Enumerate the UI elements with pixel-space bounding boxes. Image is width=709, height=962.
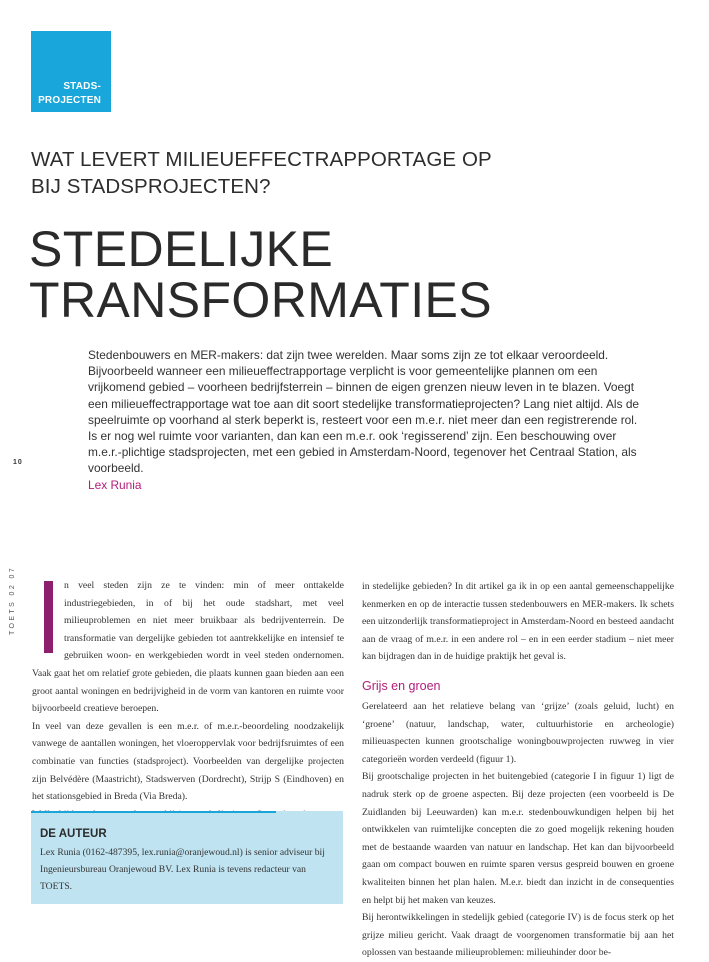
section-tag	[31, 31, 111, 112]
section-tag-line-2: PROJECTEN	[38, 95, 101, 106]
title-line-2: TRANSFORMATIES	[29, 272, 493, 328]
section-subheading: Grijs en groen	[362, 678, 441, 693]
page-number: 10	[13, 459, 23, 466]
kicker-line-2: BIJ STADSPROJECTEN?	[31, 175, 271, 198]
body-column-left	[32, 577, 344, 823]
body-paragraph: In veel van deze gevallen is een m.e.r. of m.e.r.-beoordeling noodzakelijk vanwege de aantallen woningen, het vloeroppervlak voor bedrijfsruimtes of een combinatie van functies (stadsproject). Voorbeelden van dergelijke projecten zijn Belvédère (Maastricht), Stadswerven (Dordrecht), Strijp S (Eindhoven) en het stationsgebied in Breda (Via Breda).	[32, 720, 344, 803]
kicker-line-1: WAT LEVERT MILIEUEFFECTRAPPORTAGE OP	[31, 148, 492, 171]
author-box-strip	[31, 811, 276, 813]
author-box-title: DE AUTEUR	[40, 828, 107, 840]
intro-text: Stedenbouwers en MER-makers: dat zijn twee werelden. Maar soms zijn ze tot elkaar veroordeeld. Bijvoorbeeld wanneer een milieueffectrapportage verplicht is voor gemeentelijke plannen om een vrijkomend gebied – voorheen bedrijfsterrein – binnen de eigen grenzen nieuw leven in te blazen. Voegt een milieueffectrapportage wat toe aan dit soort stedelijke transformatieprojecten? Lang niet altijd. Als de speelruimte op voorhand al sterk beperkt is, resteert voor een m.e.r. niet meer dan een registrerende rol. Is er nog wel ruimte voor varianten, dan kan een m.e.r. ook ‘regisserend’ zijn. Een beschouwing over m.e.r.-plichtige stadsprojecten, met een gebied in Amsterdam-Noord, tegenover het Centraal Station, als voorbeeld.	[88, 348, 640, 476]
body-column-right	[362, 578, 674, 962]
kicker-heading	[31, 146, 591, 200]
body-paragraph: in stedelijke gebieden? In dit artikel ga ik in op een aantal gemeenschappelijke kenmerken en op de interactie tussen stedenbouwers en MER-makers. Ik schets een uitzonderlijk transformatieproject in Amsterdam-Noord en besteed aandacht aan de vraag of m.e.r. in een andere rol – en in een eerder stadium – niet meer kan bijdragen dan in de huidige praktijk het geval is.	[362, 581, 674, 663]
author-info-box	[31, 811, 343, 904]
drop-cap	[44, 581, 53, 653]
section-tag-line-1: STADS-	[63, 81, 101, 92]
body-paragraph: n veel steden zijn ze te vinden: min of meer onttakelde industriegebieden, in of bij het oude stadshart, met veel milieuproblemen en niet meer bruikbaar als bedrijventerrein. De transformatie van dergelijke gebieden tot aantrekkelijke en intensief te gebruiken woon- en werkgebieden wordt in veel steden ondernomen. Vaak gaat het om relatief grote gebieden, die plaats kunnen gaan bieden aan een groot aantal woningen en bedrijvigheid in de vorm van kantoren en ruimte voor bijvoorbeeld creatieve beroepen.	[32, 580, 344, 715]
body-paragraph: Gerelateerd aan het relatieve belang van ‘grijze’ (zoals geluid, lucht) en ‘groene’ (natuur, landschap, water, cultuurhistorie en archeologie) milieuaspecten kunnen grootschalige woningbouwprojecten ruwweg in vier categorieën worden verdeeld (figuur 1).	[362, 700, 674, 765]
author-box-text: Lex Runia (0162-487395, lex.runia@oranjewoud.nl) is senior adviseur bij Ingenieursbureau Oranjewoud BV. Lex Runia is tevens redacteur van TOETS.	[40, 847, 325, 892]
title-line-1: STEDELIJKE	[29, 221, 334, 277]
section-tag-label	[38, 80, 101, 108]
page-title	[29, 221, 669, 328]
journal-reference: TOETS 02 07	[9, 565, 16, 635]
body-paragraph: Bij grootschalige projecten in het buitengebied (categorie I in figuur 1) ligt de nadruk sterk op de groene aspecten. Bij deze projecten (een voorbeeld is De Zuidlanden bij Leeuwarden) kan m.e.r. stedenbouwkundigen helpen bij het ontwikkelen van ruimtelijke concepten die zo goed mogelijk rekening houden met de bestaande waarden van natuur en landschap. Het kan dan bijvoorbeeld gaan om compact bouwen en ruimte sparen versus gespreid bouwen en groene kwaliteiten binnen het plan halen. M.e.r. biedt dan inzicht in de consequenties en helpt bij het maken van keuzes.	[362, 771, 674, 906]
body-paragraph: Bij herontwikkelingen in stedelijk gebied (categorie IV) is de focus sterk op het grijze milieu gericht. Vaak draagt de voorgenomen transformatie bij aan het oplossen van bestaande milieuproblemen: milieuhinder door be-	[362, 912, 674, 959]
drop-cap-letter	[44, 581, 45, 582]
intro-paragraph	[88, 347, 648, 493]
author-byline: Lex Runia	[88, 477, 142, 492]
